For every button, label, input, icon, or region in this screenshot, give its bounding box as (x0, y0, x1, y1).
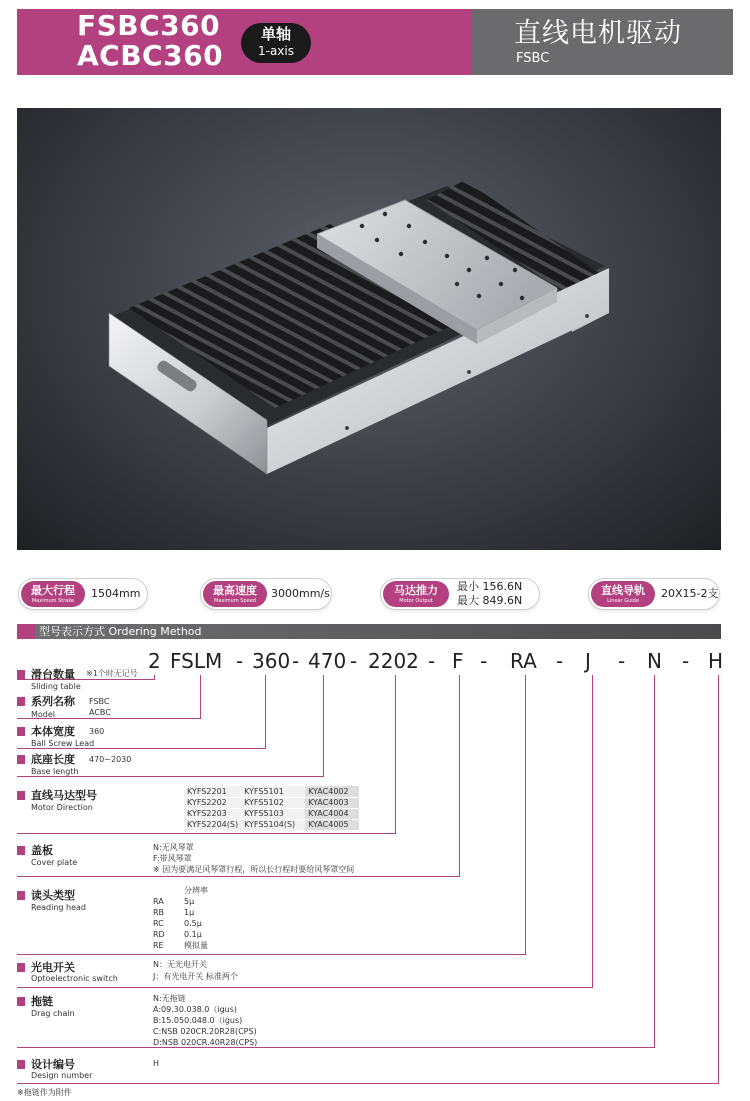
spec-label-en: Linear Guide (607, 598, 639, 604)
row-sublabel-design-number: Design number (31, 1071, 93, 1080)
length-value: 470~2030 (89, 755, 132, 764)
reading-head-code: RE (153, 941, 164, 950)
footnote: ※拖链作为附件 (17, 1088, 72, 1097)
code-length: 470 (308, 649, 347, 673)
spec-label-cn: 最大行程 (31, 584, 75, 597)
drag-chain-option: N:无拖链 (153, 994, 186, 1003)
table-cell: KYFS2201 (184, 786, 241, 797)
row-label-base-length: 底座长度 (31, 753, 75, 766)
ordering-method-bar (17, 624, 721, 639)
table-cell: KYAC4002 (305, 786, 359, 797)
table-row (184, 808, 359, 819)
width-value: 360 (89, 727, 105, 736)
row-sublabel-drag-chain: Drag chain (31, 1009, 75, 1018)
row-sublabel-motor: Motor Direction (31, 803, 93, 812)
table-cell: KYFS2204(S) (184, 819, 241, 830)
cover-note: ※ 因为要满足风琴罩行程，所以长行程时要给风琴罩空间 (153, 865, 355, 874)
connector (265, 675, 266, 748)
page-header (17, 9, 733, 75)
product-photo (17, 108, 721, 550)
row-sublabel-cover-plate: Cover plate (31, 858, 78, 867)
table-cell: KYAC4004 (305, 808, 359, 819)
code-dash: - (618, 649, 626, 673)
row-marker (17, 670, 25, 679)
table-row (184, 797, 359, 808)
spec-value-max: 最大 849.6N (457, 594, 523, 607)
connector (718, 675, 719, 1083)
table-cell: KYFS5103 (241, 808, 305, 819)
axis-badge-cn: 单轴 (260, 25, 291, 43)
row-sublabel-model: Model (31, 710, 56, 719)
spec-tag (383, 581, 449, 607)
table-cell: KYFS5102 (241, 797, 305, 808)
code-dash: - (292, 649, 300, 673)
code-design: H (708, 649, 724, 673)
resolution-header: 分辨率 (184, 886, 208, 895)
spec-tag (591, 581, 655, 607)
row-marker (17, 727, 25, 736)
drag-chain-option: B:15.050.048.0（igus) (153, 1016, 243, 1025)
row-marker (17, 755, 25, 764)
row-marker (17, 846, 25, 855)
model-value: FSBC (89, 697, 110, 706)
connector (654, 675, 655, 1047)
row-label-cover-plate: 盖板 (31, 844, 53, 857)
connector (17, 833, 396, 834)
drag-chain-option: D:NSB 020CR.40R28(CPS) (153, 1038, 258, 1047)
spec-value-min: 最小 156.6N (457, 580, 523, 593)
spec-value: 1504mm (91, 587, 141, 600)
row-marker (17, 963, 25, 972)
row-label-body-width: 本体宽度 (31, 725, 75, 738)
connector (17, 1083, 719, 1084)
connector (459, 675, 460, 876)
reading-head-code: RD (153, 930, 165, 939)
spec-label-en: Motor Output (399, 598, 433, 604)
drag-chain-option: A:09.30.038.0（igus) (153, 1005, 238, 1014)
connector (525, 675, 526, 954)
code-switch: J (585, 649, 591, 673)
model-name-2: ACBC360 (77, 39, 224, 72)
spec-tag (21, 581, 85, 607)
spec-value: 20X15-2支 (661, 587, 719, 600)
model-banner (17, 9, 472, 75)
drive-banner (472, 9, 733, 75)
axis-badge (241, 23, 311, 63)
spec-label-en: Maximum Speed (214, 598, 256, 604)
reading-head-res: 0.5μ (184, 919, 202, 928)
row-sublabel-base-length: Base length (31, 767, 79, 776)
connector (17, 876, 460, 877)
row-label-motor: 直线马达型号 (31, 789, 97, 802)
reading-head-code: RA (153, 897, 164, 906)
spec-linear-guide (588, 578, 720, 610)
table-cell: KYFS2203 (184, 808, 241, 819)
switch-option: J：有光电开关 标准两个 (153, 972, 238, 981)
spec-max-stroke (18, 578, 148, 610)
row-label-reading-head: 读头类型 (31, 889, 75, 902)
drive-subtitle: FSBC (516, 51, 550, 66)
spec-label-cn: 马达推力 (394, 584, 438, 597)
spec-label-cn: 最高速度 (213, 584, 257, 597)
row-marker (17, 697, 25, 706)
drive-title: 直线电机驱动 (514, 18, 682, 49)
spec-label-cn: 直线导轨 (601, 584, 645, 597)
code-dash: - (480, 649, 488, 673)
model-value: ACBC (89, 708, 111, 717)
code-cover: F (452, 649, 464, 673)
motor-model-table (184, 786, 359, 831)
row-sublabel-switch: Optoelectronic switch (31, 974, 118, 983)
connector (395, 675, 396, 833)
connector (17, 954, 526, 955)
cover-option: F:带风琴罩 (153, 854, 192, 863)
model-name-1: FSBC360 (77, 9, 221, 42)
drag-chain-option: C:NSB 020CR.20R28(CPS) (153, 1027, 257, 1036)
connector (17, 987, 593, 988)
table-cell: KYFS2202 (184, 797, 241, 808)
linear-stage-illustration (17, 108, 721, 550)
row-marker (17, 891, 25, 900)
spec-label-en: Maximum Strake (31, 598, 75, 604)
row-label-switch: 光电开关 (31, 961, 75, 974)
spec-value: 3000mm/s (271, 587, 330, 600)
cover-option: N:无风琴罩 (153, 843, 194, 852)
table-cell: KYFS5101 (241, 786, 305, 797)
design-value: H (153, 1059, 160, 1068)
connector (200, 675, 201, 718)
row-label-model: 系列名称 (31, 695, 75, 708)
connector (17, 1047, 655, 1048)
code-dash: - (350, 649, 358, 673)
table-cell: KYAC4005 (305, 819, 359, 830)
row-marker (17, 1060, 25, 1069)
code-motor: 2202 (368, 649, 419, 673)
reading-head-res: 5μ (184, 897, 195, 906)
reading-head-code: RC (153, 919, 164, 928)
ordering-method-title: 型号表示方式 Ordering Method (39, 625, 202, 638)
row-sublabel-body-width: Ball Screw Lead (31, 739, 95, 748)
row-sublabel-sliding-table: Sliding table (31, 682, 81, 691)
code-reading-head: RA (510, 649, 537, 673)
reading-head-res: 模拟量 (184, 941, 208, 950)
code-dash: - (236, 649, 244, 673)
row-sublabel-reading-head: Reading head (31, 903, 86, 912)
row-label-sliding-table: 滑台数量 (31, 668, 75, 681)
axis-badge-en: 1-axis (257, 44, 294, 58)
code-sliding-table: 2 (148, 649, 161, 673)
reading-head-code: RB (153, 908, 165, 917)
row-marker (17, 997, 25, 1006)
reading-head-res: 1μ (184, 908, 195, 917)
row-marker (17, 791, 25, 800)
reading-head-res: 0.1μ (184, 930, 202, 939)
code-dash: - (428, 649, 436, 673)
sliding-table-note: ※1个时无记号 (86, 669, 138, 678)
switch-option: N：无光电开关 (153, 960, 207, 969)
connector (592, 675, 593, 987)
row-label-design-number: 设计编号 (31, 1058, 75, 1071)
table-cell: KYAC4003 (305, 797, 359, 808)
code-series: FSLM (170, 649, 223, 673)
spec-tag (203, 581, 267, 607)
code-dash: - (556, 649, 564, 673)
connector (323, 675, 324, 776)
code-drag-chain: N (647, 649, 662, 673)
spec-max-speed (200, 578, 332, 610)
table-row (184, 786, 359, 797)
table-row (184, 819, 359, 830)
spec-motor-output (380, 578, 540, 610)
code-dash: - (682, 649, 690, 673)
table-cell: KYFS5104(S) (241, 819, 305, 830)
row-label-drag-chain: 拖链 (31, 995, 53, 1008)
code-width: 360 (252, 649, 291, 673)
